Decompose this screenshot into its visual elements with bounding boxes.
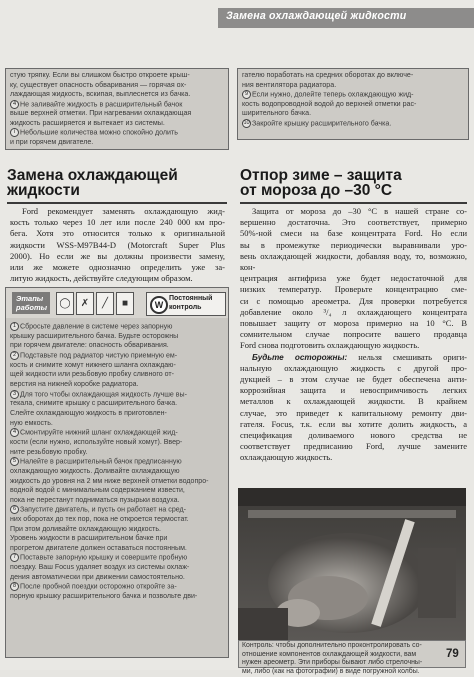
stage-step-line [10, 477, 224, 487]
top-left-note-line [10, 71, 224, 81]
section2-warning-line [240, 419, 467, 430]
step-number-icon: 10 [243, 119, 250, 126]
top-left-note-line [10, 90, 224, 100]
section2-paragraph-line: низких температур. Проверьте концентрацию сме- [240, 284, 467, 295]
section1-paragraph-line: 2000). Но если же вы должны произвести замену, [10, 250, 225, 261]
section2-warning-line [240, 363, 467, 374]
top-left-note-text [6, 69, 228, 148]
section2-paragraph-line: Защита от мороза до –30 °С в нашей стране со- [252, 206, 467, 216]
section2-warning-text: нальную охлаждающую жидкость с другой про- [240, 362, 467, 373]
stage-step-text: Смонтируйте нижний шланг охлаждающей жид- [20, 429, 178, 437]
stage-step-text: Для того чтобы охлаждающая жидкость лучше вы- [20, 390, 187, 398]
section2-title-line2: от мороза до –30 °С [240, 182, 393, 199]
section2-paragraph-line: вень охлаждающей жидкости, добавляя воду, то, возможно, кон- [240, 250, 467, 273]
section2-paragraph-line: повышает защиту от мороза примерно на 10 °С. В [240, 318, 467, 329]
stage-step-text: ните резьбовую пробку. [10, 448, 88, 456]
top-right-note-text-span: Если нужно, долейте теперь охлаждающую жид- [252, 90, 414, 99]
stage-step-line [10, 448, 224, 458]
top-left-note-text-span: жидкость расширяется и вытекает из системы. [10, 118, 165, 127]
stage-step-line [10, 322, 224, 332]
step-number-icon: 5 [10, 457, 19, 466]
top-right-note-line [242, 81, 464, 91]
top-left-note-text-span: Не заливайте жидкость в расширительный бачок [20, 99, 183, 108]
section1-paragraph-line: Ford рекомендует заменять охлаждающую жид- [22, 206, 225, 216]
stage-step-text: Налейте в расширительный бачок предписанную [20, 458, 182, 466]
photo-caption-line: нужен ареометр. Эти приборы бывают либо стрелочны- [242, 659, 423, 667]
stages-label-line1: Этапы [16, 294, 44, 303]
stage-step-line [10, 573, 224, 583]
stage-step-text: текала, снимите крышку с расширительного бачка. [10, 400, 178, 408]
photo-caption-line: Контроль: чтобы дополнительно проконтролировать со- [242, 642, 422, 649]
stage-step-line [10, 544, 224, 554]
photo-caption-line: отношение компонентов охлаждающей жидкости, вам [242, 650, 417, 658]
section-title-line2: жидкости [7, 182, 80, 199]
top-right-note-text-span: Закройте крышку расширительного бачка. [252, 119, 392, 128]
stage-step-line [10, 399, 224, 409]
stage-step-line [10, 341, 224, 351]
step-number-icon: 2 [10, 351, 19, 360]
stage-step-text: них оборотах до тех пор, пока не откроется термостат. [10, 516, 189, 524]
stage-step-line [10, 438, 224, 448]
stage-step-line [10, 419, 224, 429]
section1-paragraph-line: или же можете однозначно определить уже за- [10, 262, 225, 273]
step-number-icon: 4 [10, 100, 19, 109]
stage-step-line [10, 409, 224, 419]
stage-step-text: дения автоматически при движении самостоятельно. [10, 573, 185, 581]
top-right-note-text [238, 69, 468, 129]
top-right-note-text-span: гателю поработать на средних оборотах до включе- [242, 71, 414, 79]
stage-step-line [10, 496, 224, 506]
top-left-note-text-span: лаждающая жидкость, вскипая, выплеснется из бачка. [10, 90, 191, 98]
section-title-line1: Замена охлаждающей [7, 167, 178, 184]
top-left-note-line [10, 138, 224, 148]
control-line2: контроль [169, 303, 202, 311]
section-title-replacement [7, 168, 178, 198]
section1-paragraph-line: жидкости WSS-M97B44-D (Motorcraft Super Plus [10, 239, 225, 250]
top-left-note-text-span: выше верхней отметки. При нагревании охлаждающая [10, 109, 192, 118]
top-left-note-text-span: стую тряпку. Если вы слишком быстро откроете крыш- [10, 71, 190, 79]
section2-warning-line [240, 374, 467, 385]
section2-paragraph-line: вы в промежутке периодически выравнивали уро- [240, 239, 467, 250]
stage-step-text: Сбросьте давление в системе через запорную [20, 323, 173, 331]
step-number-icon: 4 [10, 428, 19, 437]
stage-step-text: Подставьте под радиатор чистую приемную ем- [20, 352, 178, 360]
stage-step-text: После пробной поездки осторожно откройте за- [20, 583, 177, 591]
section2-paragraph-line: центрация антифриза уже будет недостаточной для [240, 273, 467, 284]
stage-step-text: поездку. Ваш Focus удаляет воздух из системы охлаж- [10, 564, 190, 572]
stage-step-text: щей жидкости или резьбовую пробку сливного от- [10, 371, 174, 379]
stage-step-text: порную крышку расширительного бачка и позвольте дви- [10, 593, 198, 601]
stages-steps [10, 322, 224, 602]
stage-step-text: кости (если нужно, используйте новый хомут). Ввер- [10, 439, 183, 446]
section2-title-line1: Отпор зиме – защита [240, 167, 402, 184]
control-line1: Постоянный [169, 295, 213, 302]
section2-warning-line [240, 396, 467, 407]
section1-paragraph-line: кость только через 10 лет или после 240 000 км про- [10, 217, 225, 228]
top-right-note-text-span: ния вентилятора радиатора. [242, 80, 337, 89]
stage-step-line [10, 390, 224, 400]
stage-step-text: при горячем двигателе: опасность обваривания. [10, 342, 169, 350]
stage-step-text: водной водой с минимальным содержанием извести, [10, 487, 185, 495]
section2-warning-text: дукцией – в этом случае не будет обеспечена анти- [240, 374, 467, 385]
top-left-note-text-span: Небольшие количества можно спокойно долить [20, 128, 178, 137]
top-left-note-line [10, 119, 224, 129]
section2-paragraph-line: вершенно достаточна. Это соответствует, примерно [240, 217, 467, 228]
stage-step-text: Запустите двигатель, и пусть он работает на сред- [20, 506, 186, 514]
photo-caption [238, 640, 466, 676]
section2-warning-line [240, 385, 467, 396]
section1-paragraph-line: литую жидкость, действуйте следующим образом. [10, 273, 193, 284]
warning-label: Будьте осторожны: [252, 352, 348, 362]
section2-paragraph [240, 206, 467, 464]
wrench-icon: ✗ [76, 292, 94, 315]
stage-step-line [10, 525, 224, 535]
step-number-icon: 6 [10, 505, 19, 514]
stage-step-line [10, 534, 224, 544]
screwdriver-icon: ╱ [96, 292, 114, 315]
section2-warning-text: коррозийная защита и невоспримчивость легких [240, 385, 467, 396]
page-number: 79 [446, 648, 459, 660]
top-right-note-line [242, 100, 464, 110]
stage-step-text: Слейте охлаждающую жидкость в приготовлен- [10, 410, 167, 417]
stage-step-line [10, 370, 224, 380]
top-left-note-line [10, 128, 224, 138]
stage-step-line [10, 457, 224, 467]
step-number-icon: 8 [10, 582, 19, 591]
section2-warning-text: спецификация доливаемого нового средства не [240, 430, 467, 441]
stage-step-text: Поставьте запорную крышку и совершите пробную [20, 554, 188, 562]
top-left-note-box [5, 68, 229, 150]
section1-paragraph [10, 206, 225, 284]
section2-warning-text: случае, это приведет к капитальному ремонту дви- [240, 407, 467, 418]
stage-step-line [10, 505, 224, 515]
stage-step-text: пока не перестанут подниматься пузырьки воздуха. [10, 496, 180, 504]
stage-step-line [10, 592, 224, 602]
stage-step-line [10, 582, 224, 592]
stage-step-line [10, 467, 224, 477]
stage-step-line [10, 563, 224, 573]
stage-step-line [10, 351, 224, 361]
stage-step-line [10, 332, 224, 342]
section1-paragraph-line: бега. Хотя это относится только к оригинальной [10, 228, 225, 239]
top-right-note-line [242, 71, 464, 81]
section2-warning-line [240, 452, 467, 463]
top-right-note-line [242, 109, 464, 119]
section2-warning-line [240, 441, 467, 452]
step-number-icon: 3 [10, 390, 19, 399]
top-left-note-text-span: ку, существует опасность обваривания — горячая ох- [10, 80, 187, 89]
step-number-icon: 7 [10, 553, 19, 562]
stages-label-line2: работы [16, 302, 48, 312]
stage-step-line [10, 553, 224, 563]
section2-warning-text: соответствует предписанию Ford, лучше замените [240, 441, 467, 452]
control-label [169, 295, 212, 312]
top-left-note-text-span: и при горячем двигателе. [10, 138, 94, 147]
stages-header [6, 288, 228, 318]
photo-caption-line: ми, либо (как на фотографии) в виде погружной колбы. [242, 668, 420, 676]
top-left-note-line [10, 81, 224, 91]
section2-warning-text: гателя. Focus, т.к. если вы хотите долить жидкость, а [240, 418, 467, 429]
top-left-note-line [10, 109, 224, 119]
stage-step-line [10, 428, 224, 438]
photo-illustration [238, 488, 466, 640]
stage-step-text: кость и снимите хомут нижнего шланга охлаждаю- [10, 361, 176, 369]
constant-control-badge [146, 292, 226, 316]
top-right-note-text-span: ширительного бачка. [242, 109, 312, 118]
section2-warning-line [240, 352, 467, 363]
flask-icon: ◯ [56, 292, 74, 315]
stage-step-text: крышку расширительного бачка. Будьте осторожны [10, 332, 179, 340]
section2-paragraph-line: Ford снова подготовить охлаждающую жидкость. [240, 340, 420, 351]
stage-step-line [10, 486, 224, 496]
section2-warning-line [240, 408, 467, 419]
header-title: Замена охлаждающей жидкости [226, 10, 407, 22]
section2-warning-text: металлов к охлаждающей жидкости. В крайнем [240, 396, 467, 407]
section-rule-left [7, 202, 227, 204]
step-number-icon: 1 [10, 322, 19, 331]
section2-warning-text: охлаждающую жидкость. [240, 452, 333, 463]
stage-step-text: прогретом двигателе должен оставаться постоянным. [10, 544, 187, 552]
stage-step-text: верстия на нижней коробке радиатора. [10, 381, 139, 388]
canister-icon: ■ [116, 292, 134, 315]
section2-paragraph-line: си с помощью ареометра. Для проверки потребуется [240, 295, 467, 306]
section2-warning-line [240, 430, 467, 441]
top-right-note-box [237, 68, 469, 140]
stage-step-text: жидкость до уровня на 2 мм ниже верхней отметки водопро- [10, 477, 209, 485]
stage-step-line [10, 380, 224, 390]
stage-step-text: ную емкость. [10, 419, 53, 427]
stages-label [12, 292, 50, 314]
section2-paragraph-line: сомнительном случае попросите вашего продавца [240, 329, 467, 340]
stage-step-line [10, 515, 224, 525]
top-right-note-text-span: кость водопроводной водой до верхней отметки рас- [242, 99, 417, 108]
stage-step-text: охлаждающую жидкость. Доливайте охлаждающую [10, 468, 180, 475]
section-rule-right [240, 202, 467, 204]
top-right-note-line [242, 119, 464, 129]
section2-paragraph-line: 50%-ной смеси на базе концентрата Ford. Но если [240, 228, 467, 239]
section-title-winter [240, 168, 402, 198]
section2-paragraph-line: добавление около ³/₄ л охлаждающего концентрата [240, 306, 467, 317]
step-number-icon: 9 [242, 90, 251, 99]
work-stages-panel [5, 287, 229, 658]
stage-step-line [10, 361, 224, 371]
stage-step-text: При этом доливайте охлаждающую жидкость. [10, 525, 161, 533]
stage-step-text: Уровень жидкости в расширительном бачке при [10, 535, 168, 543]
control-w-icon: W [150, 296, 168, 314]
top-right-note-line [242, 90, 464, 100]
step-number-icon: i [10, 128, 19, 137]
section2-warning-text: нельзя смешивать ориги- [358, 351, 468, 362]
hydrometer-photo [238, 488, 466, 640]
top-left-note-line [10, 100, 224, 110]
